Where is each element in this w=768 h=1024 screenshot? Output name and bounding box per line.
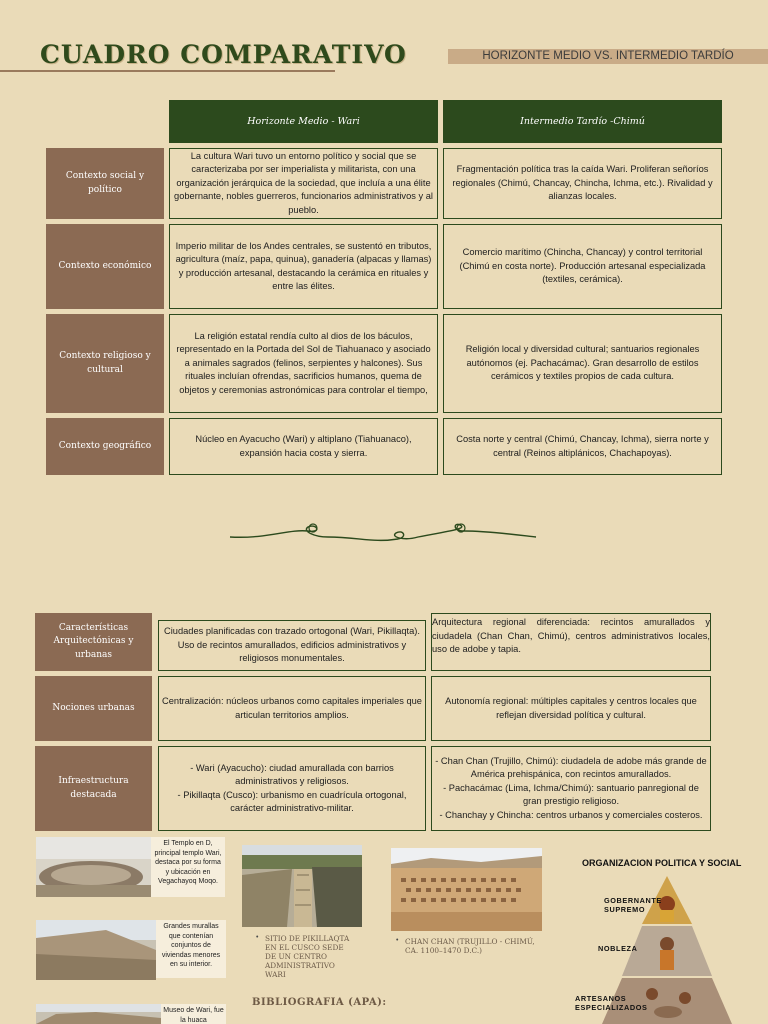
row-label-architecture: Características Arquitectónicas y urbanas	[35, 613, 152, 671]
cell-wari-urban: Centralización: núcleos urbanos como capitales imperiales que articulan territorios amplios.	[158, 676, 426, 741]
bullet-icon: •	[256, 934, 259, 941]
pyramid-level-artisans: ARTESANOS ESPECIALIZADOS	[575, 994, 648, 1012]
cell-chimu-social: Fragmentación política tras la caída Wari. Proliferan señoríos regionales (Chimú, Chancay, Chincha, Ichma, etc.). Rivalidad y alianzas locales.	[443, 148, 722, 219]
ornamental-divider	[228, 515, 538, 555]
chanchan-caption: CHAN CHAN (TRUJILLO - CHIMÚ, CA. 1100–1470 D.C.)	[405, 937, 535, 955]
cell-wari-social: La cultura Wari tuvo un entorno político y social que se caracterizaba por ser imperialista y militarista, con una organización jerárquica de la sociedad, que incluía a una élite gobernante, nobles guerreros, funcionarios administrativos y al pueblo.	[169, 148, 438, 219]
pyramid-level-ruler: GOBERNANTE SUPREMO	[604, 896, 662, 914]
bibliography-heading: BIBLIOGRAFIA (APA):	[252, 997, 387, 1008]
cell-wari-religious: La religión estatal rendía culto al dios de los báculos, representado en la Portada del Sol de Tiahuanaco y asociado a animales sagrados (felinos, serpientes y halcones). Sus rituales incluían ofrendas, sacrificios humanos, quema de objetos y ceremonias astronómicas para controlar el tiempo,	[169, 314, 438, 413]
page-subtitle: HORIZONTE MEDIO VS. INTERMEDIO TARDÍO	[482, 50, 734, 62]
cell-wari-architecture: Ciudades planificadas con trazado ortogonal (Wari, Pikillaqta). Uso de recintos amurallados, edificios administrativos y religiosos monumentales.	[158, 620, 426, 671]
row-label-infrastructure: Infraestructura destacada	[35, 746, 152, 831]
row-label-social: Contexto social y político	[46, 148, 164, 219]
walls-caption: Grandes murallas que contenían conjuntos de viviendas menores en su interior.	[156, 920, 226, 978]
cell-chimu-urban: Autonomía regional: múltiples capitales y centros locales que reflejan diversidad política y cultural.	[431, 676, 711, 741]
pikillaqta-photo	[242, 845, 362, 927]
infra-chimu-line: - Chanchay y Chincha: centros urbanos y comerciales costeros.	[439, 809, 703, 820]
cell-chimu-architecture: Arquitectura regional diferenciada: recintos amurallados y ciudadela (Chan Chan, Chimú), centros administrativos locales, uso de adobe y tapia.	[431, 613, 711, 671]
infra-chimu-line: - Pachacámac (Lima, Ichma/Chimú): santuario panregional de gran prestigio religioso.	[443, 782, 699, 807]
cell-chimu-infrastructure	[431, 746, 711, 831]
infra-wari-line: - Pikillaqta (Cusco): urbanismo en cuadrícula ortogonal, carácter administrativo-militar.	[177, 789, 407, 813]
row-label-religious: Contexto religioso y cultural	[46, 314, 164, 413]
pyramid-level-nobility: NOBLEZA	[598, 944, 638, 953]
walls-photo	[36, 920, 156, 980]
chanchan-photo	[391, 848, 542, 931]
column-header-wari: Horizonte Medio - Wari	[169, 100, 438, 143]
row-label-geographic: Contexto geográfico	[46, 418, 164, 475]
title-underline	[0, 70, 335, 72]
bullet-icon: •	[396, 937, 399, 944]
page-title: CUADRO COMPARATIVO	[40, 40, 407, 69]
row-label-urban: Nociones urbanas	[35, 676, 152, 741]
temple-d-photo	[36, 837, 151, 897]
row-label-economic: Contexto económico	[46, 224, 164, 309]
cell-wari-economic: Imperio militar de los Andes centrales, se sustentó en tributos, agricultura (maíz, papa, quinua), ganadería (alpacas y llamas) y producción artesanal, destacando la cerámica en rituales y entre las élites.	[169, 224, 438, 309]
cell-wari-geographic: Núcleo en Ayacucho (Wari) y altiplano (Tiahuanaco), expansión hacia costa y sierra.	[169, 418, 438, 475]
cell-chimu-economic: Comercio marítimo (Chincha, Chancay) y control territorial (Chimú en costa norte). Producción artesanal especializada (textiles, cerámica).	[443, 224, 722, 309]
infra-wari-line: - Wari (Ayacucho): ciudad amurallada con barrios administrativos y religiosos.	[190, 762, 394, 786]
museum-photo	[36, 1004, 161, 1024]
museum-caption: Museo de Wari, fue la huaca	[161, 1004, 226, 1024]
organization-title: ORGANIZACION POLITICA Y SOCIAL	[582, 858, 742, 868]
pikillaqta-caption: SITIO DE PIKILLAQTA EN EL CUSCO SEDE DE UN CENTRO ADMINISTRATIVO WARI	[265, 934, 350, 979]
cell-chimu-geographic: Costa norte y central (Chimú, Chancay, Ichma), sierra norte y central (Reinos altiplánicos, Chachapoyas).	[443, 418, 722, 475]
cell-chimu-religious: Religión local y diversidad cultural; santuarios regionales autónomos (ej. Pachacámac). Gran desarrollo de estilos cerámicos y textiles propios de cada cultura.	[443, 314, 722, 413]
infra-chimu-line: - Chan Chan (Trujillo, Chimú): ciudadela de adobe más grande de América prehispánica, con recintos amurallados.	[435, 755, 707, 780]
column-header-chimu: Intermedio Tardío -Chimú	[443, 100, 722, 143]
temple-d-caption: El Templo en D, principal templo Wari, destaca por su forma y ubicación en Vegachayoq Moqo.	[151, 837, 225, 897]
cell-wari-infrastructure	[158, 746, 426, 831]
